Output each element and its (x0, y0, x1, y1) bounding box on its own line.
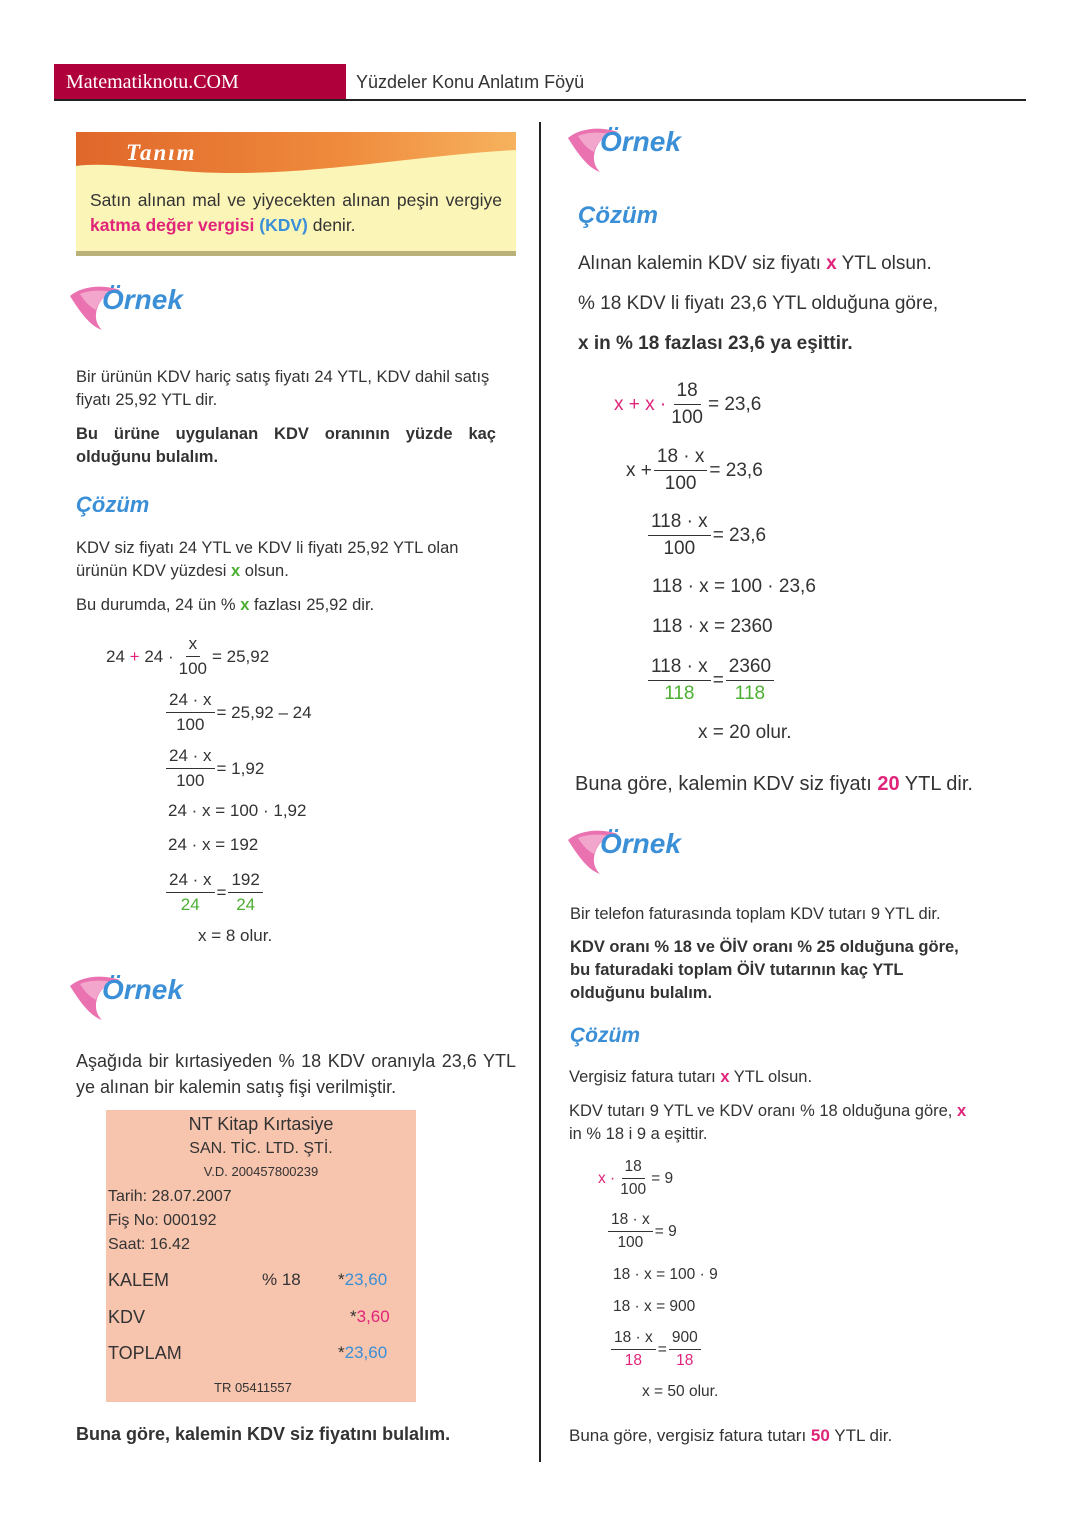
equation-line: 24 + 24 · $\frac{x}{100}$ = 25,92 (106, 634, 270, 678)
receipt-row-amount: *23,60 (338, 1343, 388, 1362)
receipt-date: Tarih: 28.07.2007 (108, 1188, 232, 1205)
example-logo: Örnek (566, 826, 706, 878)
equation-line: x + $\frac{18 \cdot x}{100}$ = 23,6 (626, 446, 763, 494)
example2-solution-text: Alınan kalemin KDV siz fiyatı x YTL olsun. (578, 253, 932, 274)
receipt-row-rate: % 18 (262, 1270, 301, 1289)
example3-text: Bir telefon faturasında toplam KDV tutarı 9 YTL dir. (570, 905, 941, 923)
definition-box (76, 132, 516, 256)
receipt-row-label: KALEM (108, 1270, 170, 1290)
equation-line: 24 · x = 192 (168, 835, 259, 854)
solution-heading: Çözüm (570, 1024, 640, 1047)
example3-solution-text2: KDV tutarı 9 YTL ve KDV oranı % 18 olduğuna göre, x in % 18 i 9 a eşittir. (569, 1102, 967, 1143)
equation-line: $\frac{24 \cdot x}{100}$ = 25,92 – 24 (164, 690, 312, 735)
equation-line: x + x · $\frac{18}{100}$ = 23,6 (614, 380, 762, 428)
equation-line: 24 · x = 100 · 1,92 (168, 801, 307, 820)
equation-line: $\frac{24 \cdot x}{100}$ = 1,92 (164, 746, 264, 791)
header-rule (54, 99, 1026, 101)
receipt-row-amount: *23,60 (338, 1270, 388, 1289)
example3-conclusion: Buna göre, vergisiz fatura tutarı 50 YTL dir. (569, 1426, 893, 1445)
example-logo: Örnek (68, 972, 208, 1024)
equation-line: 18 · x = 100 · 9 (613, 1266, 718, 1283)
equation-line: 18 · x = 900 (613, 1298, 696, 1315)
example1-question: Bu ürüne uygulanan KDV oranının yüzde kaç olduğunu bulalım. (76, 425, 496, 466)
equation-line: $\frac{18 \cdot x}{18}$ = $\frac{900}{18}$ (609, 1329, 703, 1370)
equation-line: 118 · x = 100 · 23,6 (652, 576, 816, 597)
example-logo: Örnek (566, 124, 706, 176)
receipt-shop: NT Kitap Kırtasiye (188, 1114, 334, 1134)
example2-text: Aşağıda bir kırtasiyeden % 18 KDV oranıyla 23,6 YTL ye alınan bir kalemin satış fişi verilmiştir. (76, 1051, 516, 1097)
site-brand: Matematiknotu.COM (54, 64, 346, 100)
equation-line: $\frac{24 \cdot x}{24}$ = $\frac{192}{24}$ (164, 870, 265, 915)
example2-solution-text2: % 18 KDV li fiyatı 23,6 YTL olduğuna göre, (578, 293, 939, 314)
equation-line: $\frac{18 \cdot x}{100}$ = 9 (606, 1211, 677, 1252)
receipt-tax-no: V.D. 200457800239 (203, 1164, 319, 1179)
page-title: Yüzdeler Konu Anlatım Föyü (356, 72, 585, 92)
equation-result: x = 20 olur. (698, 722, 792, 743)
equation-line: $\frac{118 \cdot x}{118}$ = $\frac{2360}{118}$ (646, 656, 776, 705)
solution-heading: Çözüm (76, 492, 150, 517)
definition-title: Tanım (126, 140, 197, 165)
equation-line: x · $\frac{18}{100}$ = 9 (598, 1158, 674, 1198)
receipt-row-label: KDV (108, 1307, 146, 1327)
example2-solution-text3: x in % 18 fazlası 23,6 ya eşittir. (578, 333, 853, 354)
example1-solution-text2: Bu durumda, 24 ün % x fazlası 25,92 dir. (76, 596, 375, 614)
definition-text: Satın alınan mal ve yiyecekten alınan peşin vergiye katma değer vergisi (KDV) denir. (90, 190, 502, 235)
equation-result: x = 50 olur. (642, 1383, 719, 1400)
receipt-time: Saat: 16.42 (108, 1236, 190, 1253)
example2-conclusion: Buna göre, kalemin KDV siz fiyatı 20 YTL dir. (575, 773, 973, 795)
receipt-row-amount: *3,60 (350, 1307, 390, 1326)
column-divider (539, 122, 541, 1462)
receipt-row-label: TOPLAM (108, 1343, 182, 1363)
example3-solution-text: Vergisiz fatura tutarı x YTL olsun. (569, 1068, 813, 1086)
equation-result: x = 8 olur. (198, 926, 273, 945)
equation-line: $\frac{118 \cdot x}{100}$ = 23,6 (646, 511, 766, 560)
example3-question: KDV oranı % 18 ve ÖİV oranı % 25 olduğuna göre, bu faturadaki toplam ÖİV tutarının kaç YTL olduğunu bulalım. (570, 938, 959, 1002)
example1-solution-text: KDV siz fiyatı 24 YTL ve KDV li fiyatı 25,92 YTL olan ürünün KDV yüzdesi x olsun. (76, 539, 459, 580)
example1-text: Bir ürünün KDV hariç satış fiyatı 24 YTL, KDV dahil satış fiyatı 25,92 YTL dir. (76, 368, 490, 409)
solution-heading: Çözüm (578, 202, 658, 229)
receipt (106, 1110, 416, 1402)
receipt-company: SAN. TİC. LTD. ŞTİ. (189, 1140, 333, 1157)
example2-question: Buna göre, kalemin KDV siz fiyatını bulalım. (76, 1424, 451, 1444)
equation-line: 118 · x = 2360 (652, 616, 773, 637)
receipt-tr: TR 05411557 (214, 1380, 292, 1395)
example-logo: Örnek (68, 282, 208, 334)
receipt-fis: Fiş No: 000192 (108, 1212, 217, 1229)
